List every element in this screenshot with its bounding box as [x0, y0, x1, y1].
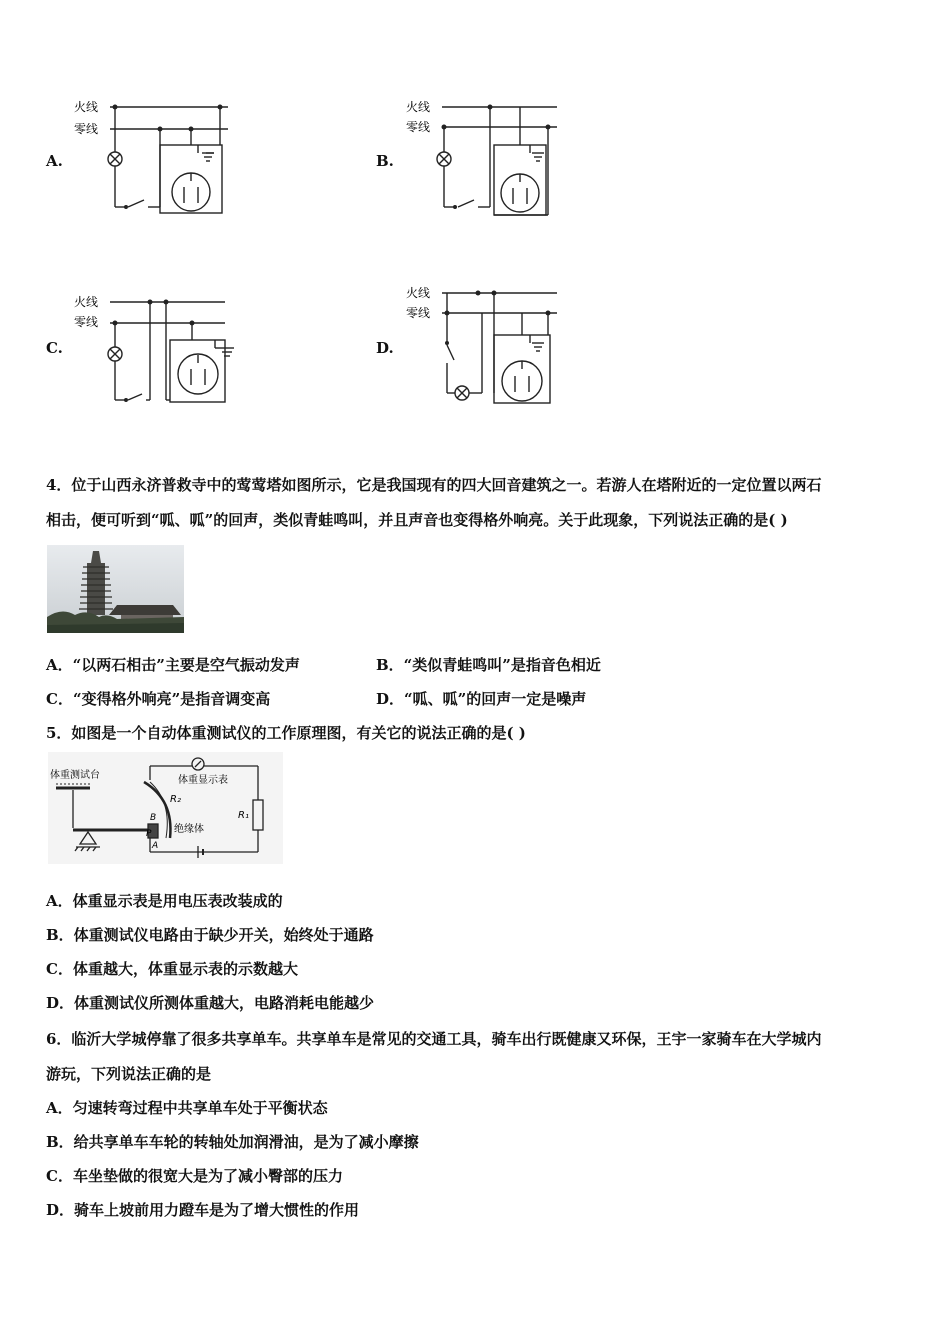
q6-option-b: B．给共享单车车轮的转轴处加润滑油，是为了减小摩擦 — [46, 1133, 419, 1151]
q4-option-a: A．“以两石相击”主要是空气振动发声 — [46, 656, 300, 674]
insulator-label: 绝缘体 — [174, 824, 204, 835]
point-b-label: B — [150, 813, 157, 823]
q6-stem-line2: 游玩，下列说法正确的是 — [46, 1065, 212, 1083]
circuit-diagram-b — [402, 95, 572, 225]
q4-stem-line1: 4．位于山西永济普救寺中的莺莺塔如图所示，它是我国现有的四大回音建筑之一。若游人在塔附近的一定位置以两石 — [46, 476, 822, 494]
neutral-wire-label: 零线 — [406, 306, 431, 320]
q6-option-c: C．车坐垫做的很宽大是为了减小臀部的压力 — [46, 1167, 343, 1185]
neutral-wire-label: 零线 — [74, 315, 99, 329]
option-c-label: C. — [46, 339, 63, 357]
q5-option-d: D．体重测试仪所测体重越大，电路消耗电能越少 — [46, 994, 375, 1012]
circuit-diagram-d — [402, 283, 572, 408]
option-d-label: D. — [376, 339, 394, 357]
q5-option-a: A．体重显示表是用电压表改装成的 — [46, 892, 283, 910]
option-b-label: B. — [376, 152, 394, 170]
live-wire-label: 火线 — [74, 295, 99, 309]
q6-stem-line1: 6．临沂大学城停靠了很多共享单车。共享单车是常见的交通工具，骑车出行既健康又环保，王宇一家骑车在大学城内 — [46, 1030, 822, 1048]
r2-label: R₂ — [170, 794, 181, 805]
point-p-label: P — [146, 829, 152, 839]
q4-option-c: C．“变得格外响亮”是指音调变高 — [46, 690, 271, 708]
weight-tester-diagram — [48, 752, 283, 864]
r1-label: R₁ — [238, 810, 249, 821]
q4-stem-line2: 相击，便可听到“呱、呱”的回声，类似青蛙鸣叫，并且声音也变得格外响亮。关于此现象，下列说法正确的是( ) — [46, 511, 788, 529]
option-a-label: A. — [46, 152, 63, 170]
q5-option-b: B．体重测试仪电路由于缺少开关，始终处于通路 — [46, 926, 374, 944]
live-wire-label: 火线 — [74, 100, 99, 114]
point-a-label: A — [152, 841, 159, 851]
q6-option-d: D．骑车上坡前用力蹬车是为了增大惯性的作用 — [46, 1201, 360, 1219]
neutral-wire-label: 零线 — [74, 122, 99, 136]
q5-stem: 5．如图是一个自动体重测试仪的工作原理图，有关它的说法正确的是( ) — [46, 724, 526, 742]
platform-label: 体重测试台 — [50, 770, 100, 781]
pagoda-photo — [47, 545, 184, 633]
neutral-wire-label: 零线 — [406, 120, 431, 134]
live-wire-label: 火线 — [406, 100, 431, 114]
q4-option-b: B．“类似青蛙鸣叫”是指音色相近 — [376, 656, 601, 674]
meter-label: 体重显示表 — [178, 775, 228, 786]
circuit-diagram-c — [70, 290, 250, 410]
q5-option-c: C．体重越大，体重显示表的示数越大 — [46, 960, 298, 978]
q4-option-d: D．“呱、呱”的回声一定是噪声 — [376, 690, 587, 708]
q6-option-a: A．匀速转弯过程中共享单车处于平衡状态 — [46, 1099, 328, 1117]
live-wire-label: 火线 — [406, 286, 431, 300]
pagoda-image — [47, 545, 184, 633]
circuit-diagram-a — [70, 95, 240, 225]
